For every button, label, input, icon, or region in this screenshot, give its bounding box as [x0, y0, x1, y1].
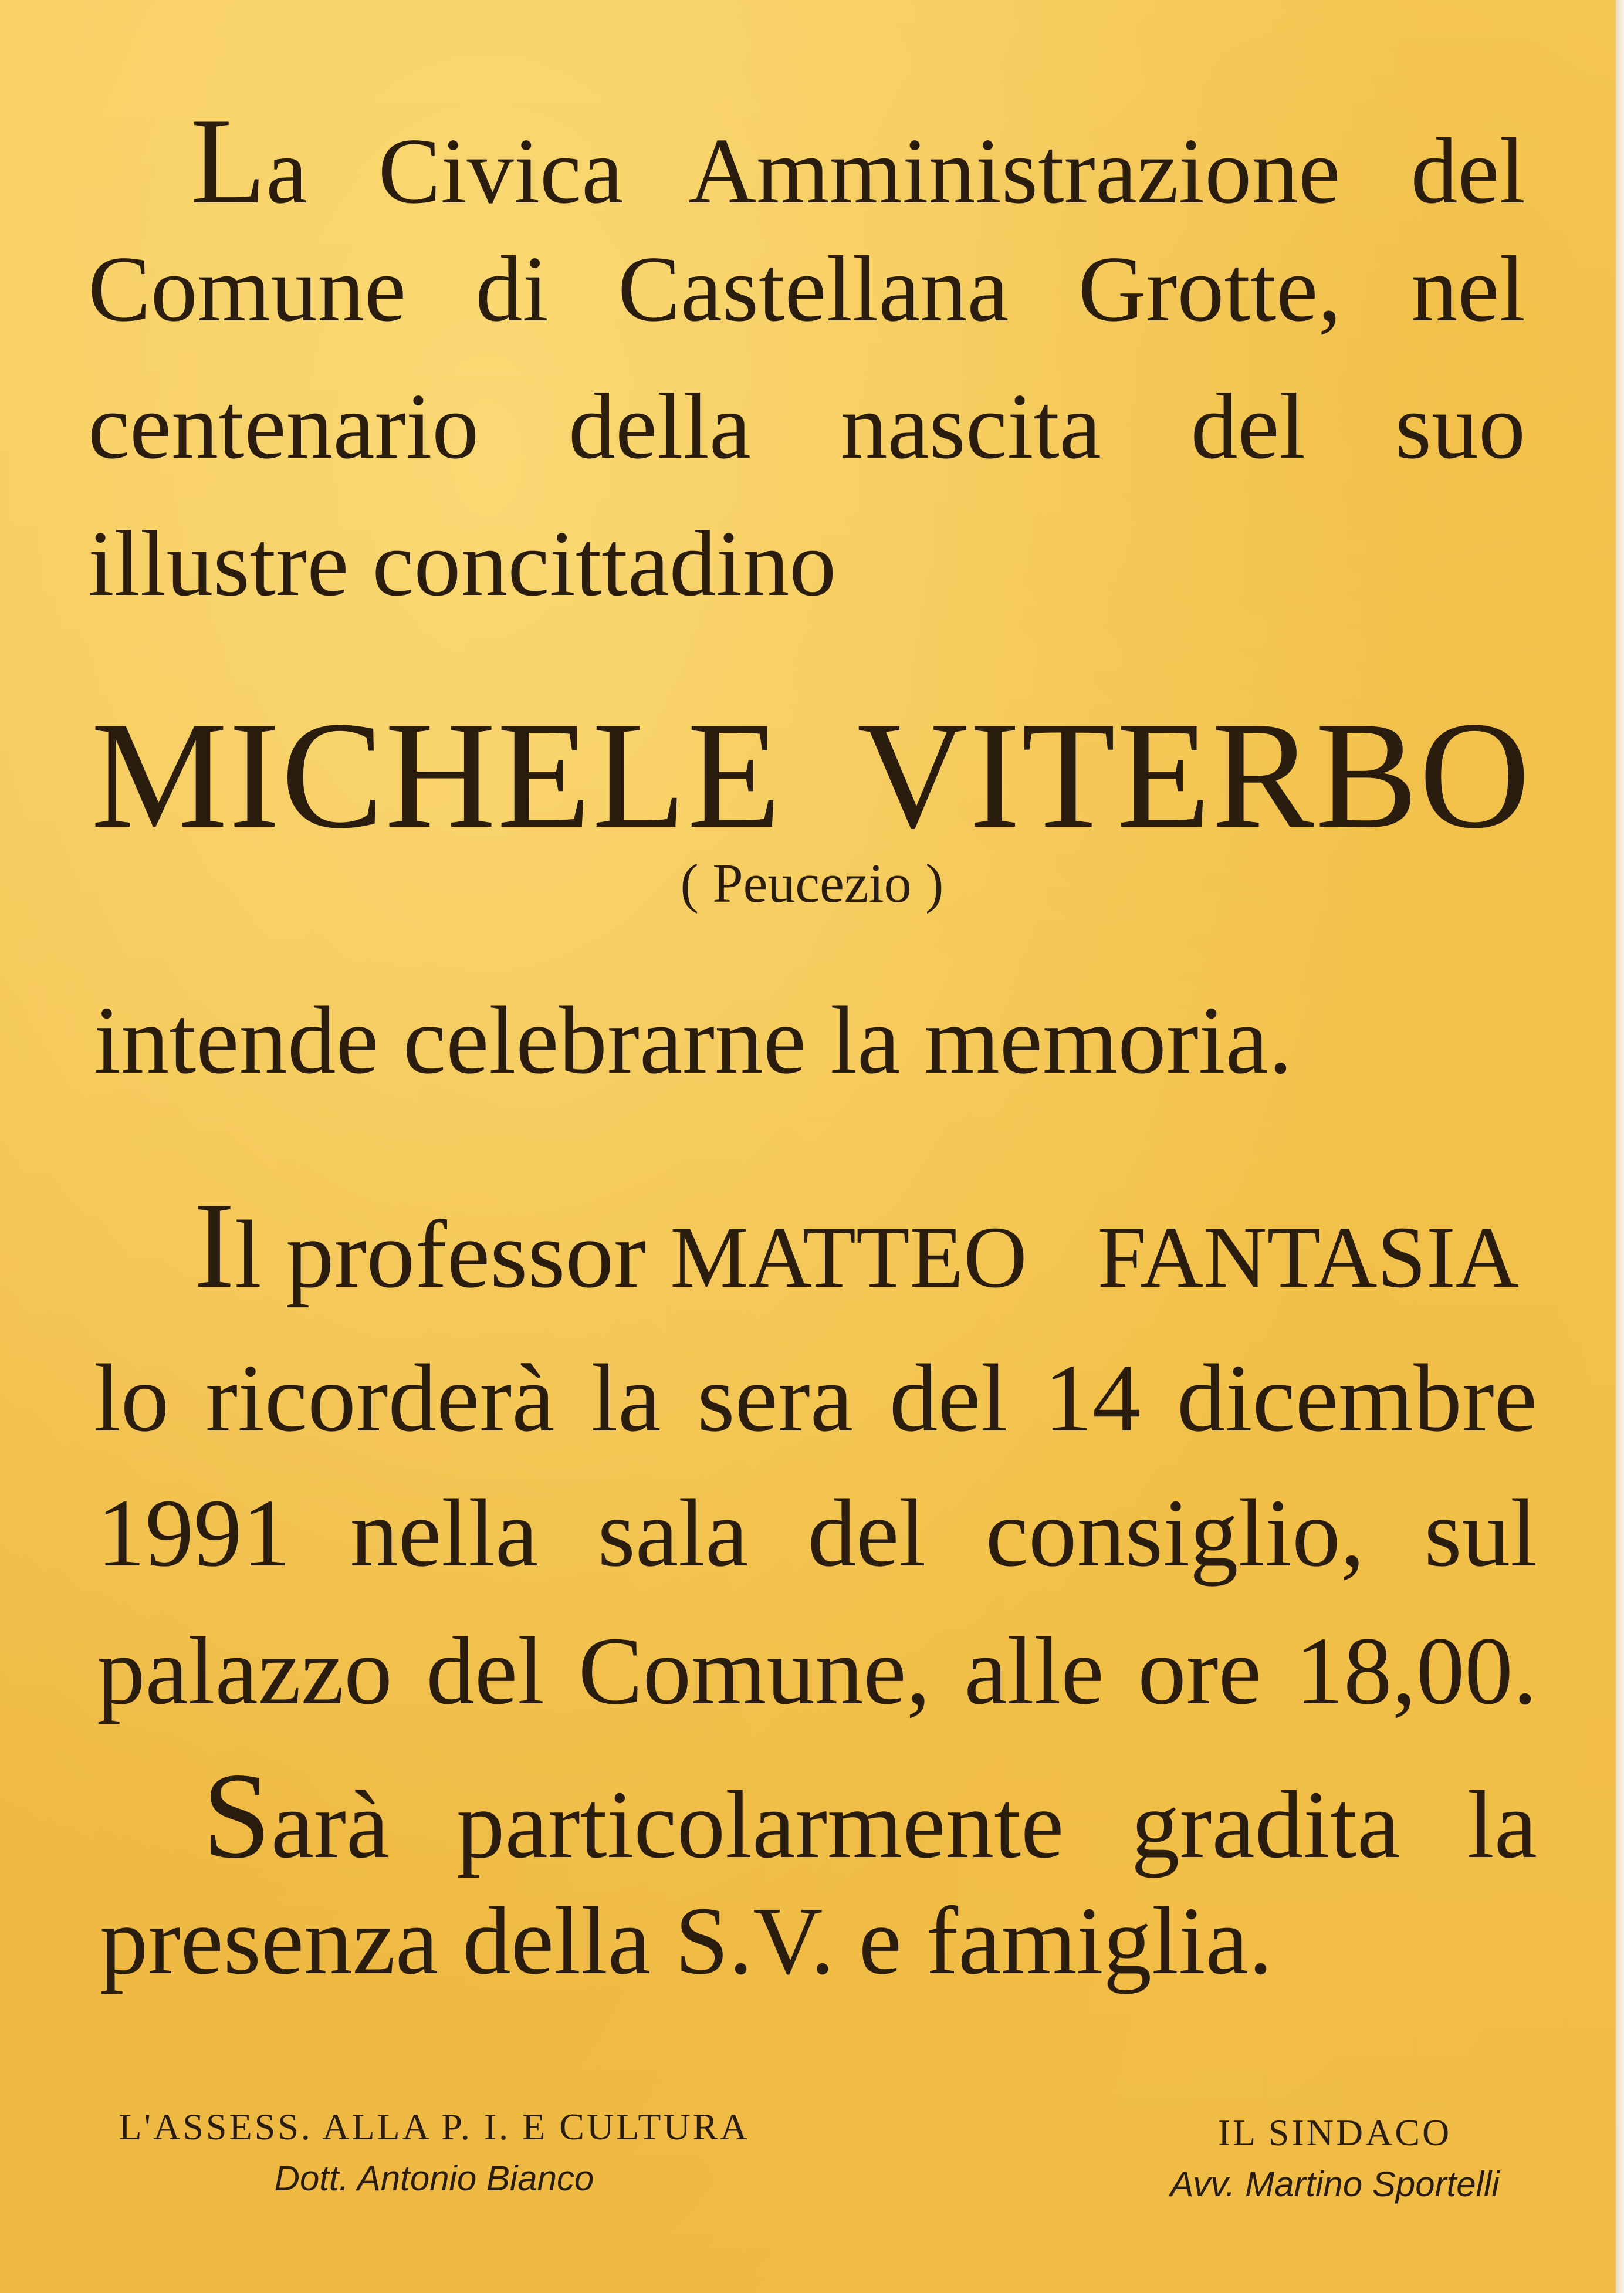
- honoree-pseudonym: ( Peucezio ): [680, 853, 944, 914]
- drop-cap-i: I: [194, 1178, 235, 1314]
- drop-cap-l: L: [191, 93, 266, 229]
- paragraph1-line2: Comune di Castellana Grotte, nel: [88, 236, 1525, 341]
- mayor-name: Avv. Martino Sportelli: [1170, 2165, 1500, 2204]
- paragraph1-line4: illustre concittadino: [88, 511, 837, 615]
- paper-edge: [1616, 0, 1624, 2293]
- signature-assessor: [88, 2105, 780, 2199]
- paragraph4-line1: Sarà particolarmente gradita la: [202, 1748, 1537, 1884]
- honoree-name: [91, 690, 1531, 860]
- honoree-first-name: MICHELE: [91, 690, 783, 860]
- paragraph1-line1: La Civica Amministrazione del: [191, 93, 1525, 229]
- paragraph3-line2: lo ricorderà la sera del 14 dicembre: [94, 1344, 1537, 1452]
- speaker-last-name: FANTASIA: [1097, 1209, 1520, 1306]
- paragraph3-line1: Il professor MATTEO FANTASIA: [194, 1178, 1520, 1314]
- honoree-last-name: VITERBO: [857, 690, 1531, 860]
- assessor-name: Dott. Antonio Bianco: [274, 2159, 594, 2198]
- mayor-title: IL SINDACO: [1217, 2112, 1452, 2153]
- paragraph4-line2: presenza della S.V. e famiglia.: [100, 1887, 1273, 1994]
- signature-mayor: [1115, 2111, 1555, 2204]
- drop-cap-s: S: [202, 1748, 271, 1884]
- paragraph3-line4: palazzo del Comune, alle ore 18,00.: [97, 1617, 1537, 1724]
- speaker-first-name: MATTEO: [670, 1209, 1027, 1306]
- assessor-title: L'ASSESS. ALLA P. I. E CULTURA: [119, 2106, 750, 2147]
- paragraph2-line1: intende celebrarne la memoria.: [94, 986, 1293, 1094]
- paragraph3-line3: 1991 nella sala del consiglio, sul: [97, 1479, 1537, 1587]
- paragraph1-line3: centenario della nascita del suo: [88, 374, 1525, 478]
